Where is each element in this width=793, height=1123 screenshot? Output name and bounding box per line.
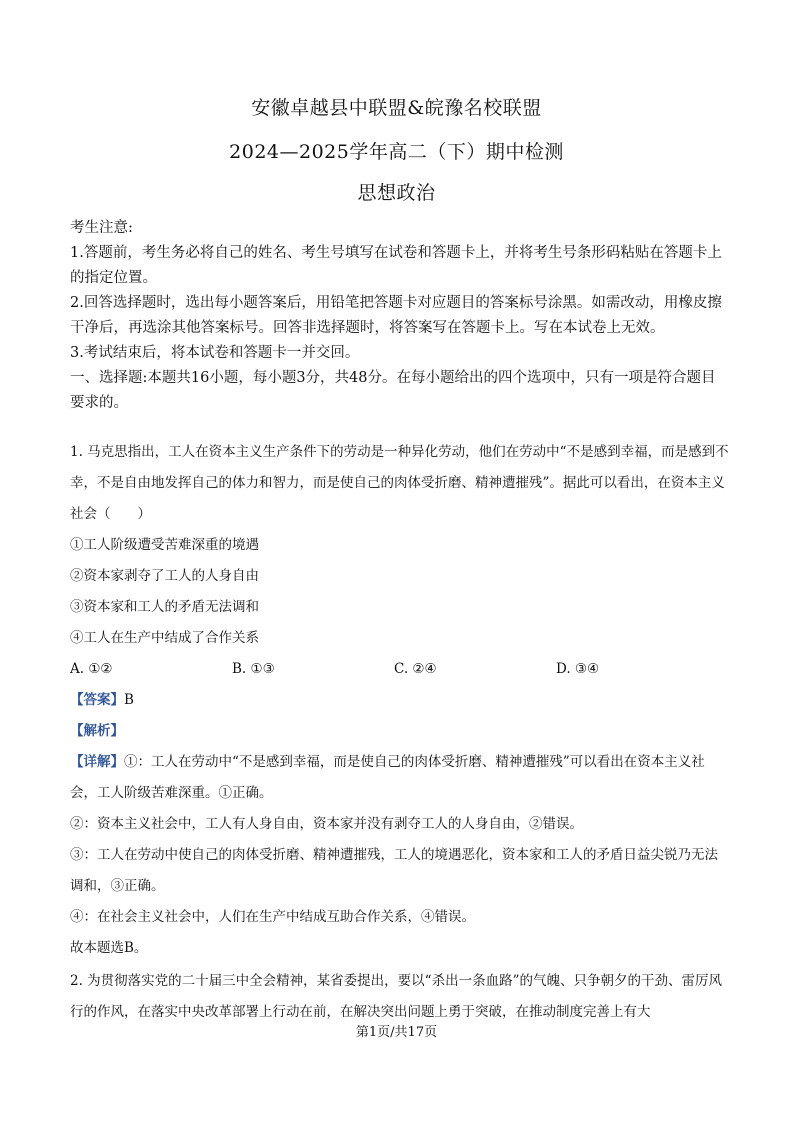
exam-notice (70, 216, 725, 416)
detail-text-1: ①：工人在劳动中“不是感到幸福，而是使自己的肉体受折磨、精神遭摧残”可以看出在资本主义社会，工人阶级苦难深重。①正确。 (70, 754, 705, 801)
question-2-stem: 2. 为贯彻落实党的二十届三中全会精神，某省委提出，要以“杀出一条血路”的气魄、只争朝夕的干劲、雷厉风行的作风，在落实中央改革部署上行动在前，在解决突出问题上勇于突破，在推动制度完善上有大 (70, 973, 722, 1020)
detail-line-4: ④：在社会主义社会中，人们在生产中结成互助合作关系，④错误。 (70, 909, 475, 925)
detail-line-3: ③：工人在劳动中使自己的肉体受折磨、精神遭摧残，工人的境遇恶化，资本家和工人的矛盾日益尖锐乃无法调和，③正确。 (70, 847, 718, 894)
notice-item-3: 3.考试结束后，将本试卷和答题卡一并交回。 (70, 345, 360, 361)
analysis-line (70, 716, 730, 747)
answer-tag: 【答案】 (70, 692, 124, 708)
detail-line-2: ②：资本主义社会中，工人有人身自由，资本家并没有剥夺工人的人身自由，②错误。 (70, 816, 583, 832)
question-1 (70, 437, 730, 964)
question-1-statement-1: ①工人阶级遭受苦难深重的境遇 (70, 537, 259, 553)
question-1-statement-2: ②资本家剥夺了工人的人身自由 (70, 568, 259, 584)
notice-item-1: 1.答题前，考生务必将自己的姓名、考生号填写在试卷和答题卡上，并将考生号条形码粘贴在答题卡上的指定位置。 (70, 245, 722, 286)
option-b: B. ①③ (232, 661, 275, 677)
exam-subject: 思想政治 (357, 182, 436, 204)
option-a: A. ①② (70, 661, 113, 677)
question-1-statement-4: ④工人在生产中结成了合作关系 (70, 630, 259, 646)
option-c: C. ②④ (394, 661, 437, 677)
question-1-options (70, 654, 730, 685)
notice-heading: 考生注意: (70, 220, 133, 236)
detail-tag: 【详解】 (70, 754, 124, 770)
page-footer: 第1页/共17页 (355, 1025, 438, 1040)
section-heading: 一、选择题:本题共16小题，每小题3分，共48分。在每小题给出的四个选项中，只有一项是符合题目要求的。 (70, 370, 716, 411)
answer-value: B (124, 692, 134, 708)
detail-line-1 (70, 747, 730, 809)
question-1-stem: 1. 马克思指出，工人在资本主义生产条件下的劳动是一种异化劳动，他们在劳动中“不是感到幸福，而是感到不幸，不是自由地发挥自己的体力和智力，而是使自己的肉体受折磨、精神遭摧残”。据此可以看出，在资本主义社会（ ） (70, 444, 729, 522)
question-2 (70, 966, 730, 1028)
exam-title-line2: 2024—2025学年高二（下）期中检测 (229, 141, 564, 163)
exam-title-line1: 安徽卓越县中联盟&皖豫名校联盟 (251, 97, 542, 119)
notice-item-2: 2.回答选择题时，选出每小题答案后，用铅笔把答题卡对应题目的答案标号涂黑。如需改动，用橡皮擦干净后，再选涂其他答案标号。回答非选择题时，将答案写在答题卡上。写在本试卷上无效。 (70, 295, 722, 336)
analysis-tag: 【解析】 (70, 723, 124, 739)
question-1-statement-3: ③资本家和工人的矛盾无法调和 (70, 599, 259, 615)
answer-line (70, 685, 730, 716)
option-d: D. ③④ (556, 661, 600, 677)
conclusion-line: 故本题选B。 (70, 940, 148, 956)
